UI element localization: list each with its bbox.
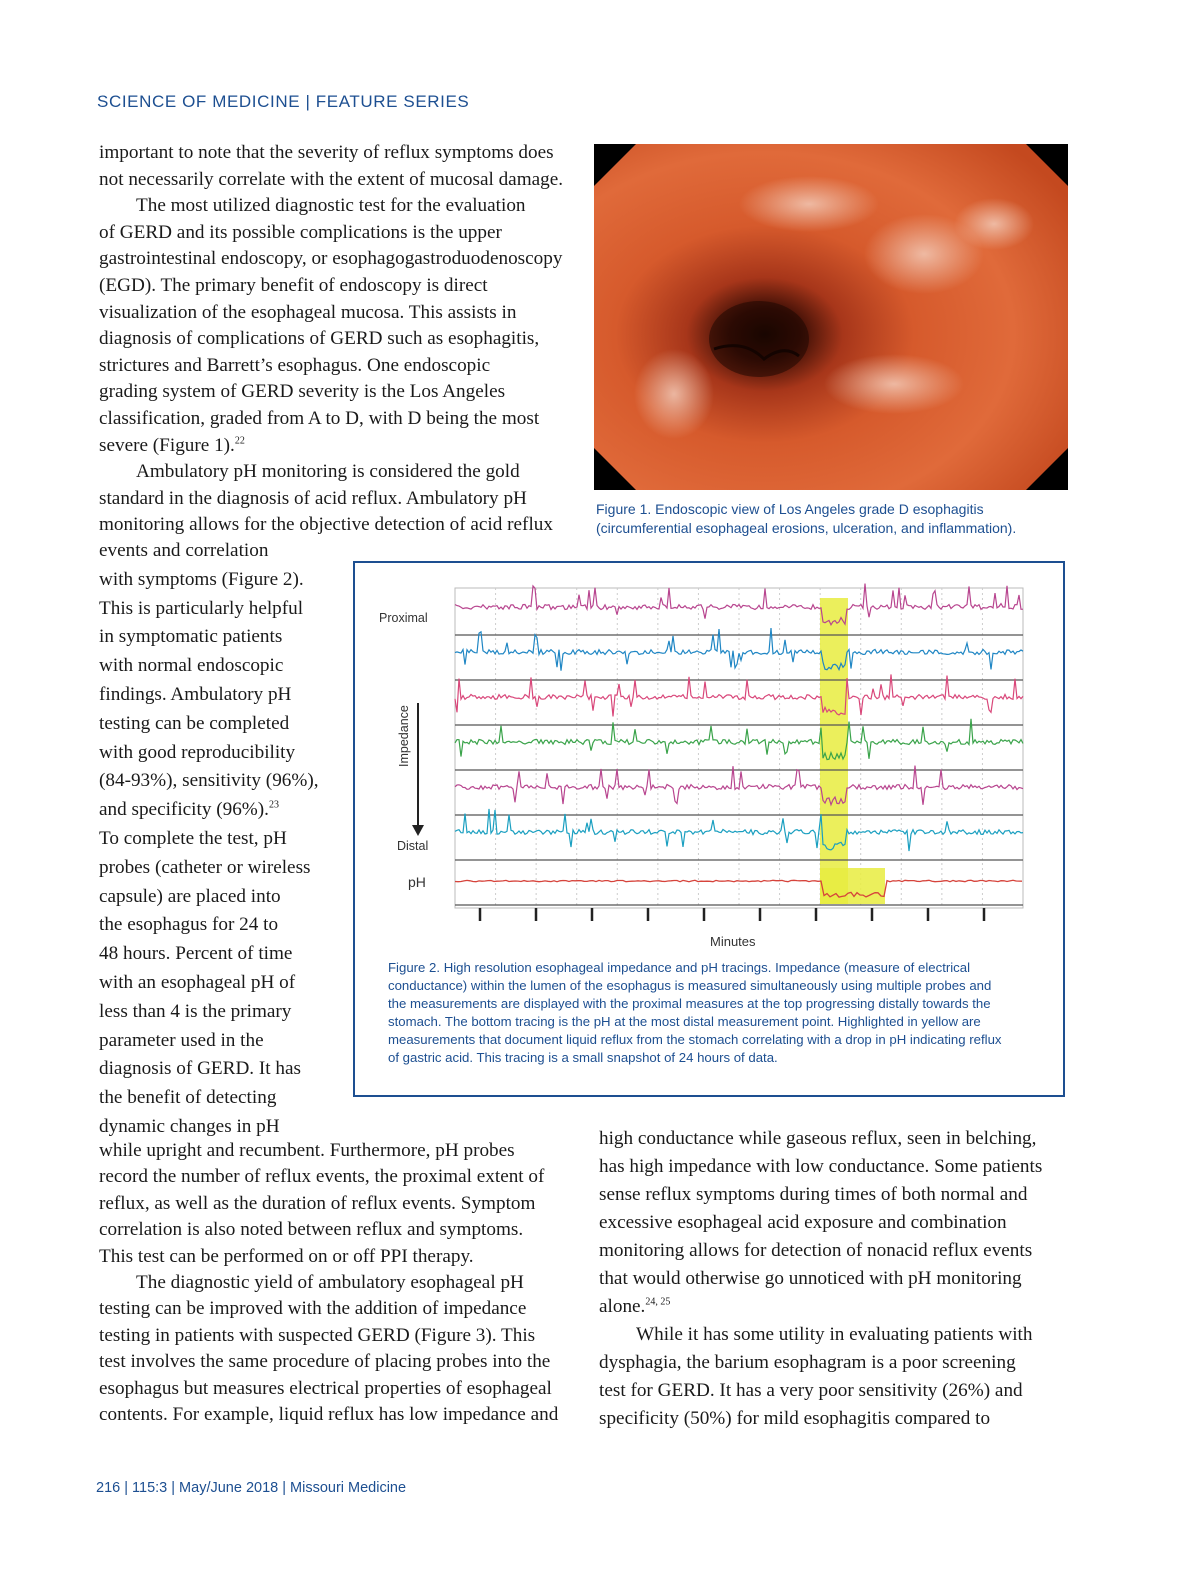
- text-line-content: capsule) are placed into: [99, 885, 281, 907]
- figure2-caption-line: conductance) within the lumen of the esophagus is measured simultaneously using multiple probes and: [388, 978, 992, 993]
- text-line-content: excessive esophageal acid exposure and combination: [599, 1212, 1007, 1233]
- text-line: [99, 713, 289, 735]
- text-line: [99, 1116, 280, 1138]
- text-line-content: that would otherwise go unnoticed with pH monitoring: [599, 1268, 1022, 1289]
- text-line: [99, 540, 268, 562]
- text-line: [99, 886, 281, 908]
- text-line: [99, 1030, 264, 1052]
- text-line-content: probes (catheter or wireless: [99, 856, 311, 878]
- text-line: [99, 461, 520, 483]
- figure2-caption-line: stomach. The bottom tracing is the pH at the most distal measurement point. Highlighted in yellow are: [388, 1014, 981, 1029]
- text-line: [99, 169, 563, 191]
- text-line-content: test involves the same procedure of placing probes into the: [99, 1351, 551, 1373]
- text-line: [99, 381, 505, 403]
- text-line: [99, 655, 283, 677]
- ph-drop-highlight: [820, 868, 885, 904]
- figure2-box: [353, 561, 1065, 1097]
- text-line-content: diagnosis of complications of GERD such as esophagitis,: [99, 328, 540, 350]
- impedance-tracing-plot: [355, 563, 1063, 953]
- text-line: [99, 408, 539, 430]
- text-line-content: This test can be performed on or off PPI therapy.: [99, 1245, 474, 1267]
- text-line: [99, 275, 488, 297]
- text-line: [99, 328, 539, 350]
- text-line: [99, 770, 319, 792]
- text-line: [599, 1184, 1027, 1206]
- text-line-content: monitoring allows for the objective detection of acid reflux: [99, 514, 553, 536]
- text-line: [99, 1272, 524, 1294]
- text-line: [599, 1156, 1042, 1178]
- text-line: [99, 1166, 544, 1188]
- text-line: [599, 1324, 1032, 1346]
- text-line-content: diagnosis of GERD. It has: [99, 1058, 301, 1080]
- text-line-content: testing in patients with suspected GERD (Figure 3). This: [99, 1324, 536, 1346]
- citation-superscript: 24, 25: [645, 1296, 671, 1308]
- text-line: [99, 598, 303, 620]
- text-line-content: visualization of the esophageal mucosa. This assists in: [99, 301, 517, 323]
- text-line: [99, 1325, 535, 1347]
- text-line-content: the benefit of detecting: [99, 1087, 277, 1109]
- text-line: [99, 626, 282, 648]
- text-line: [599, 1212, 1007, 1234]
- text-line: [99, 914, 278, 936]
- text-line: [599, 1240, 1032, 1262]
- text-line: [99, 1058, 301, 1080]
- figure2-caption-line: the measurements are displayed with the proximal measures at the top progressing distally towards the: [388, 996, 991, 1011]
- text-line-content: Ambulatory pH monitoring is considered the gold: [136, 461, 520, 483]
- text-line: [99, 1140, 515, 1162]
- text-line: [99, 1298, 526, 1320]
- text-line: [599, 1380, 1023, 1402]
- text-line-content: While it has some utility in evaluating patients with: [636, 1324, 1033, 1345]
- text-line-content: sense reflux symptoms during times of both normal and: [599, 1184, 1028, 1205]
- text-line-content: The most utilized diagnostic test for the evaluation: [136, 195, 526, 217]
- text-line-content: esophagus but measures electrical properties of esophageal: [99, 1377, 552, 1399]
- text-line: [599, 1296, 670, 1318]
- text-line: [99, 195, 526, 217]
- citation-superscript: 22: [234, 435, 245, 447]
- text-line: [99, 488, 527, 510]
- page-header: SCIENCE OF MEDICINE | FEATURE SERIES: [97, 92, 470, 111]
- text-line: [599, 1408, 990, 1430]
- text-line-content: (84-93%), sensitivity (96%),: [99, 770, 319, 792]
- text-line-content: contents. For example, liquid reflux has low impedance and: [99, 1404, 559, 1425]
- tracings-group: [455, 584, 1023, 921]
- text-line-content: monitoring allows for detection of nonacid reflux events: [599, 1240, 1033, 1261]
- label-distal: Distal: [397, 839, 429, 853]
- text-line: [99, 943, 292, 965]
- text-line-content: alone.: [599, 1296, 646, 1317]
- text-line: [99, 1193, 535, 1215]
- text-line-content: with normal endoscopic: [99, 655, 284, 677]
- text-line: [99, 435, 245, 457]
- text-line: [99, 302, 516, 324]
- text-line-content: gastrointestinal endoscopy, or esophagogastroduodenoscopy: [99, 248, 563, 270]
- label-impedance: Impedance: [397, 705, 411, 767]
- text-line-content: the esophagus for 24 to: [99, 914, 279, 936]
- text-line: [99, 857, 311, 879]
- text-line: [99, 1219, 523, 1241]
- text-line-content: (EGD). The primary benefit of endoscopy is direct: [99, 275, 488, 296]
- text-line: [99, 514, 553, 536]
- text-line-content: dysphagia, the barium esophagram is a poor screening: [599, 1352, 1016, 1373]
- text-line: [99, 248, 562, 270]
- text-line-content: important to note that the severity of reflux symptoms does: [99, 142, 554, 163]
- text-line-content: dynamic changes in pH: [99, 1116, 280, 1137]
- text-line: [99, 828, 287, 850]
- text-line-content: findings. Ambulatory pH: [99, 684, 292, 705]
- text-line: [99, 569, 304, 591]
- figure1-caption-line: (circumferential esophageal erosions, ulceration, and inflammation).: [596, 520, 1017, 536]
- text-line-content: correlation is also noted between reflux and symptoms.: [99, 1219, 524, 1241]
- figure2-caption: [388, 959, 1058, 1067]
- text-line-content: classification, graded from A to D, with D being the most: [99, 408, 540, 429]
- figure2-caption-line: measurements that document liquid reflux from the stomach correlating with a drop in pH indicating reflux: [388, 1032, 1002, 1047]
- text-line-content: severe (Figure 1).: [99, 434, 235, 456]
- text-line: [99, 355, 490, 377]
- text-line-content: This is particularly helpful: [99, 597, 304, 619]
- text-line-content: specificity (50%) for mild esophagitis compared to: [599, 1408, 991, 1429]
- text-line: [99, 1001, 291, 1023]
- label-minutes: Minutes: [710, 934, 756, 949]
- figure2-caption-line: Figure 2. High resolution esophageal impedance and pH tracings. Impedance (measure of electrical: [388, 960, 971, 975]
- text-line-content: not necessarily correlate with the extent of mucosal damage.: [99, 168, 564, 190]
- text-line-content: To complete the test, pH: [99, 828, 287, 849]
- label-proximal: Proximal: [379, 611, 428, 625]
- text-line-content: less than 4 is the primary: [99, 1000, 292, 1022]
- text-line-content: in symptomatic patients: [99, 626, 283, 648]
- text-line: [599, 1352, 1016, 1374]
- text-line: [599, 1128, 1036, 1150]
- text-line-content: with symptoms (Figure 2).: [99, 568, 304, 590]
- text-line-content: standard in the diagnosis of acid reflux. Ambulatory pH: [99, 487, 527, 509]
- text-line: [99, 1351, 550, 1373]
- text-line-content: with good reproducibility: [99, 741, 296, 763]
- text-line-content: record the number of reflux events, the proximal extent of: [99, 1166, 545, 1188]
- text-line: [99, 222, 502, 244]
- endoscopy-image: [594, 144, 1068, 490]
- figure1-caption: [596, 500, 1016, 538]
- text-line-content: while upright and recumbent. Furthermore, pH probes: [99, 1140, 515, 1161]
- text-line-content: testing can be completed: [99, 712, 290, 734]
- text-line-content: and specificity (96%).: [99, 799, 269, 821]
- text-line: [99, 742, 295, 764]
- text-line: [99, 1378, 552, 1400]
- reflux-highlight: [820, 598, 848, 904]
- text-line-content: parameter used in the: [99, 1029, 264, 1051]
- text-line-content: 48 hours. Percent of time: [99, 943, 293, 965]
- text-line: [99, 142, 554, 164]
- text-line-content: grading system of GERD severity is the Los Angeles: [99, 381, 506, 403]
- text-line-content: The diagnostic yield of ambulatory esophageal pH: [136, 1272, 524, 1293]
- text-line-content: events and correlation: [99, 540, 269, 561]
- page-footer: 216 | 115:3 | May/June 2018 | Missouri Medicine: [96, 1480, 407, 1496]
- text-line-content: with an esophageal pH of: [99, 972, 296, 993]
- text-line: [99, 799, 279, 821]
- label-ph: pH: [408, 874, 426, 890]
- figure2-caption-line: of gastric acid. This tracing is a small snapshot of 24 hours of data.: [388, 1050, 778, 1065]
- impedance-arrow-head: [412, 825, 424, 836]
- text-line-content: high conductance while gaseous reflux, seen in belching,: [599, 1128, 1037, 1149]
- text-line-content: testing can be improved with the addition of impedance: [99, 1298, 527, 1320]
- text-line-content: has high impedance with low conductance. Some patients: [599, 1156, 1043, 1177]
- text-line: [99, 1404, 558, 1426]
- text-line-content: reflux, as well as the duration of reflux events. Symptom: [99, 1192, 536, 1214]
- text-line: [99, 1246, 474, 1268]
- text-line-content: of GERD and its possible complications is the upper: [99, 221, 502, 243]
- text-line-content: test for GERD. It has a very poor sensitivity (26%) and: [599, 1380, 1023, 1401]
- text-line: [99, 972, 295, 994]
- citation-superscript: 23: [268, 799, 279, 811]
- text-line-content: strictures and Barrett’s esophagus. One endoscopic: [99, 354, 491, 376]
- text-line: [599, 1268, 1022, 1290]
- figure1-caption-line: Figure 1. Endoscopic view of Los Angeles grade D esophagitis: [596, 501, 984, 517]
- text-line: [99, 684, 291, 706]
- text-line: [99, 1087, 276, 1109]
